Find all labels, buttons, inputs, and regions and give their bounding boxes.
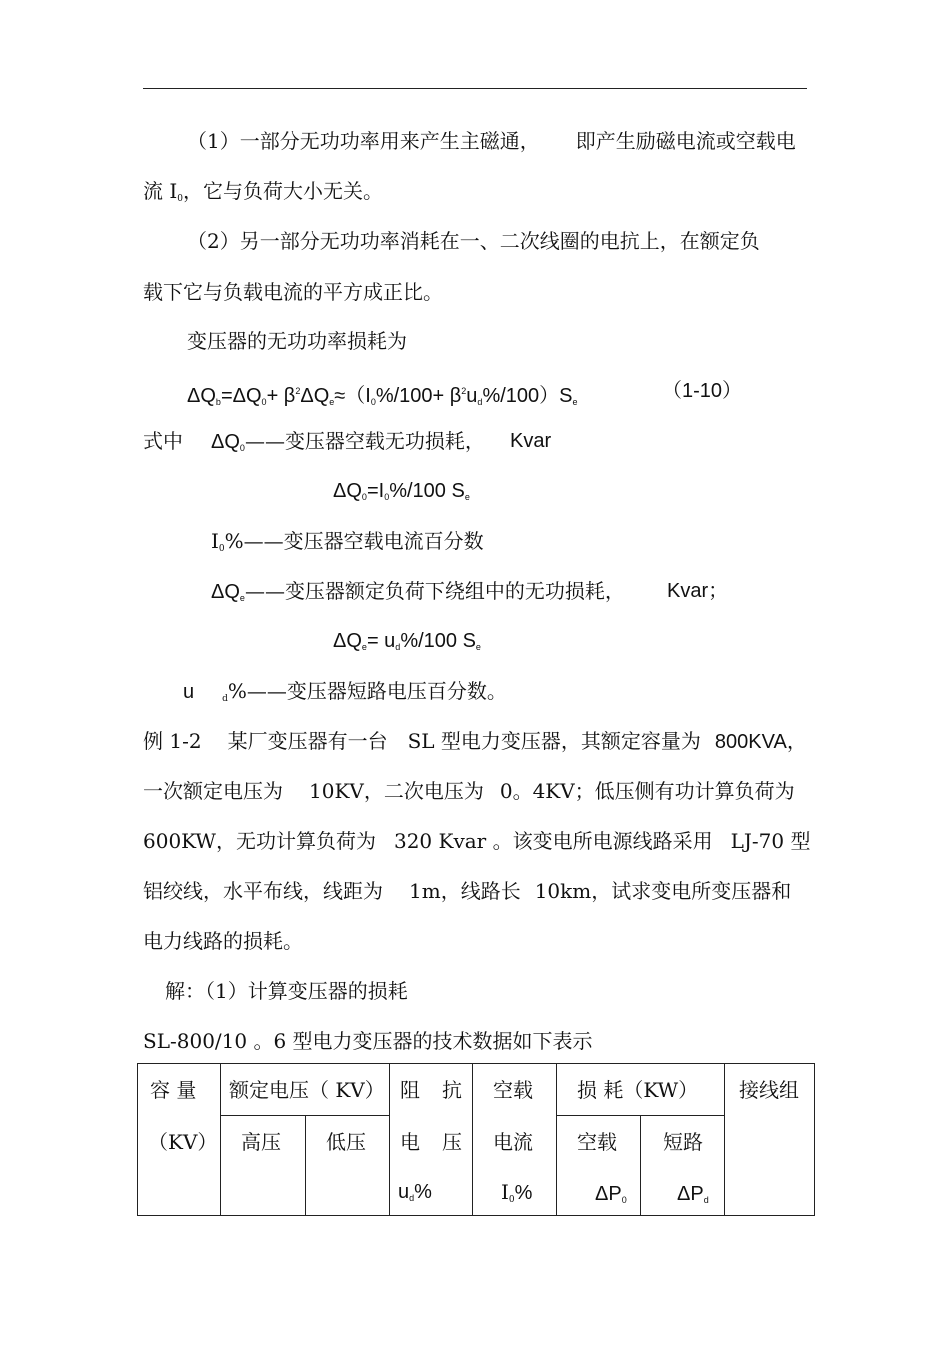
paragraph-1-line-1: （1）一部分无功功率用来产生主磁通， 即产生励磁电流或空载电 [187, 129, 796, 153]
example-line-1: 例 1-2 某厂变压器有一台 SL 型电力变压器，其额定容量为 800KVA， [143, 729, 807, 753]
unit-kvar-1: Kvar [510, 430, 552, 452]
header-short-circuit-loss: 短路 $\Delta P_d$ [641, 1116, 725, 1216]
paragraph-1-line-2: 流 $I_0$，它与负荷大小无关。 [143, 179, 383, 204]
header-capacity: 容 量 （KV） [138, 1064, 221, 1216]
example-line-2: 一次额定电压为 10KV，二次电压为 0。4KV；低压侧有功计算负荷为 [143, 779, 795, 803]
equation-number: （1-10） [662, 380, 743, 402]
transformer-spec-table [137, 1063, 815, 1216]
header-rated-voltage: 额定电压（ KV） [221, 1064, 390, 1116]
example-line-3: 600KW，无功计算负荷为 320 Kvar 。该变电所电源线路采用 LJ-70 型 [143, 829, 811, 853]
header-noload-loss: 空载 $\Delta P_0$ [557, 1116, 641, 1216]
paragraph-2-line-1: （2）另一部分无功功率消耗在一、二次线圈的电抗上，在额定负 [187, 229, 760, 253]
header-losses: 损 耗（KW） [557, 1064, 725, 1116]
formula-1-10: $\Delta Q_b=\Delta Q_0+ \beta^2\Delta Q_e\approx(I_0\%/100+ \beta^2u_d\%/100)S_e$ [187, 385, 578, 407]
solution-step-1: 解：（1）计算变压器的损耗 [165, 979, 408, 1003]
def-dq0: $\Delta Q_0——$变压器空载无功损耗， [211, 429, 485, 453]
header-impedance-voltage: 阻 抗 电 压 $u_d\%$ [390, 1064, 473, 1216]
def-dqe: $\Delta Q_e——$变压器额定负荷下绕组中的无功损耗， [211, 579, 625, 603]
header-connection-group: 接线组 [725, 1064, 815, 1216]
header-rule [143, 88, 807, 89]
header-low-voltage: 低压 [306, 1116, 390, 1216]
reactive-loss-heading: 变压器的无功功率损耗为 [187, 329, 407, 353]
unit-kvar-2: Kvar； [667, 580, 729, 602]
header-noload-current: 空载 电流 $I_0\%$ [473, 1064, 557, 1216]
def-ud: u $_d$%——变压器短路电压百分数。 [183, 679, 507, 704]
table-intro: SL-800/10 。6 型电力变压器的技术数据如下表示 [143, 1029, 593, 1053]
formula-dq0: $\Delta Q_0=I_0\%/100$ $S_e$ [333, 480, 470, 502]
example-line-5: 电力线路的损耗。 [143, 929, 303, 953]
example-line-4: 铝绞线，水平布线，线距为 1m，线路长 10km，试求变电所变压器和 [143, 879, 792, 903]
where-label: 式中 [143, 429, 183, 453]
paragraph-2-line-2: 载下它与负载电流的平方成正比。 [143, 280, 443, 304]
def-i0: $I_0\%——$变压器空载电流百分数 [211, 529, 484, 554]
formula-dqe: $\Delta Q_e= u_d\%/100$ $S_e$ [333, 630, 481, 652]
header-high-voltage: 高压 [221, 1116, 306, 1216]
